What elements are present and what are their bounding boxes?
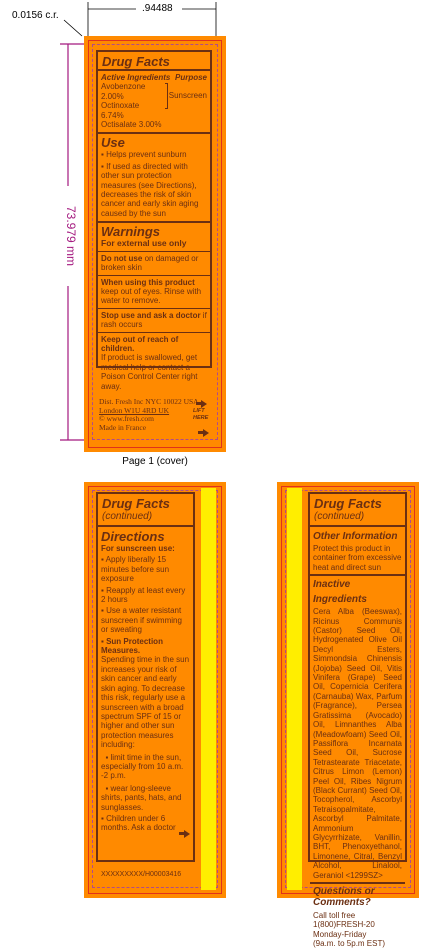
page1-drug-facts-box — [96, 50, 212, 391]
spm-header: ▪ Sun Protection Measures. — [101, 636, 163, 656]
inactive-text: Cera Alba (Beeswax), Ricinus Communis (Castor) Seed Oil, Hydrogenated Olive Oil Decyl Esters, Simmondsia Chinensis (Jojoba) Seed Oil, Vitis Vinifera (Grape) Seed Oil, Copernicia Cerifera (Carnauba) Wax, Parfum (Fragrance), Persea Gratissima (Avocado) Oil, Limnanthes Alba (Meadowfoam) Seed Oil, Passiflora Incarnata Seed Oil, Sucrose Tetrastearate Triacetate, Citrus Limon (Lemon) Peel Oil, Ribes Nigrum (Black Currant) Seed Oil, Tocopherol, Ascorbyl Tetraisopalmitate, Ascorbyl Palmitate, Ammonium Glycyrrhizate, Vanillin, BHT, Phenoxyethanol, Limonene, Citral, Benzyl Alcohol, Linalool, Geraniol <1299SZ> — [313, 607, 402, 880]
page2-continued: (continued) — [102, 511, 153, 522]
height-label: 73.979 mm — [62, 186, 78, 286]
page2-code: XXXXXXXXX/H00003416 — [101, 871, 182, 878]
ingredient-item: Avobenzone 2.00% — [101, 82, 146, 101]
call-text: Call toll free — [313, 911, 356, 920]
do-not-use-text: Do not use on damaged or broken skin — [101, 253, 199, 273]
keep-out-text: If product is swallowed, get medical help or contact a Poison Control Center right away. — [101, 353, 198, 391]
spm-text: Spending time in the sun increases your risk of skin cancer and early skin aging. To decrease this risk, regularly use a sunscreen with a broad spectrum SPF of 15 or higher and other sun protection measures including: — [101, 655, 190, 750]
ingredient-item: Octisalate 3.00% — [101, 120, 162, 130]
use-header: Use — [101, 135, 125, 151]
stop-use-text: Stop use and ask a doctor if rash occurs — [101, 310, 207, 330]
use-item: ▪ If used as directed with other sun protection measures (see Directions), decreases the risk of skin cancer and early skin aging caused by the sun — [101, 161, 199, 218]
distributor-text: Dist. Fresh Inc NYC 10022 USA — [99, 397, 199, 406]
other-info-header: Other Information — [313, 531, 398, 542]
page1-caption: Page 1 (cover) — [122, 456, 188, 467]
page3-glue-strip — [287, 488, 302, 890]
lift-here-label[interactable]: LIFT HERE — [193, 408, 209, 421]
for-sunscreen-text: For sunscreen use: — [101, 544, 175, 553]
spm-sub-item: ▪ wear long-sleeve shirts, pants, hats, and sunglasses. — [101, 783, 182, 812]
use-item: ▪ Helps prevent sunburn — [101, 150, 187, 160]
page2-drug-facts-box — [96, 492, 195, 862]
keep-out-header: Keep out of reach of children. — [101, 334, 179, 353]
ingredient-item: Octinoxate 6.74% — [101, 101, 140, 120]
inactive-header: Inactive Ingredients — [313, 579, 367, 606]
direction-item: ▪ Reapply at least every 2 hours — [101, 585, 186, 605]
questions-header: Questions or Comments? — [313, 886, 375, 908]
made-in-text: Made in France — [99, 422, 147, 432]
website-text: © www.fresh.com — [99, 414, 154, 423]
purpose-header: Purpose — [174, 73, 207, 82]
purpose-value: Sunscreen — [168, 91, 207, 101]
other-info-text: Protect this product in container from excessive heat and direct sun — [313, 544, 402, 572]
page2-title: Drug Facts — [102, 496, 170, 511]
london-text: London W1U 4RD UK — [99, 405, 170, 415]
page3-continued: (continued) — [314, 511, 365, 522]
page3-drug-facts-box — [308, 492, 407, 949]
children-item: ▪ Children under 6 months. Ask a doctor — [101, 813, 176, 833]
lift-arrow-icon — [198, 424, 209, 442]
phone-text[interactable]: 1(800)FRESH-20 — [313, 920, 375, 930]
direction-item: ▪ Use a water resistant sunscreen if swimming or sweating — [101, 606, 182, 635]
page2-glue-strip — [201, 488, 216, 890]
active-ingredients-header: Active Ingredients — [101, 73, 171, 82]
days-text: Monday-Friday — [313, 929, 367, 939]
spm-sub-item: ▪ limit time in the sun, especially from 10 a.m. -2 p.m. — [101, 752, 184, 781]
directions-header: Directions — [101, 529, 165, 544]
corner-radius-label: 0.0156 c.r. — [12, 10, 59, 21]
external-use-text: For external use only — [101, 238, 187, 249]
page1-title: Drug Facts — [102, 54, 170, 69]
when-using-text: When using this product keep out of eyes. Rinse with water to remove. — [101, 277, 202, 306]
brace — [165, 83, 168, 109]
width-label: .94488 — [142, 3, 173, 14]
hours-text: (9a.m. to 5p.m EST) — [313, 939, 386, 949]
warnings-header: Warnings — [101, 224, 160, 240]
direction-item: ▪ Apply liberally 15 minutes before sun exposure — [101, 555, 170, 584]
page3-title: Drug Facts — [314, 496, 382, 511]
